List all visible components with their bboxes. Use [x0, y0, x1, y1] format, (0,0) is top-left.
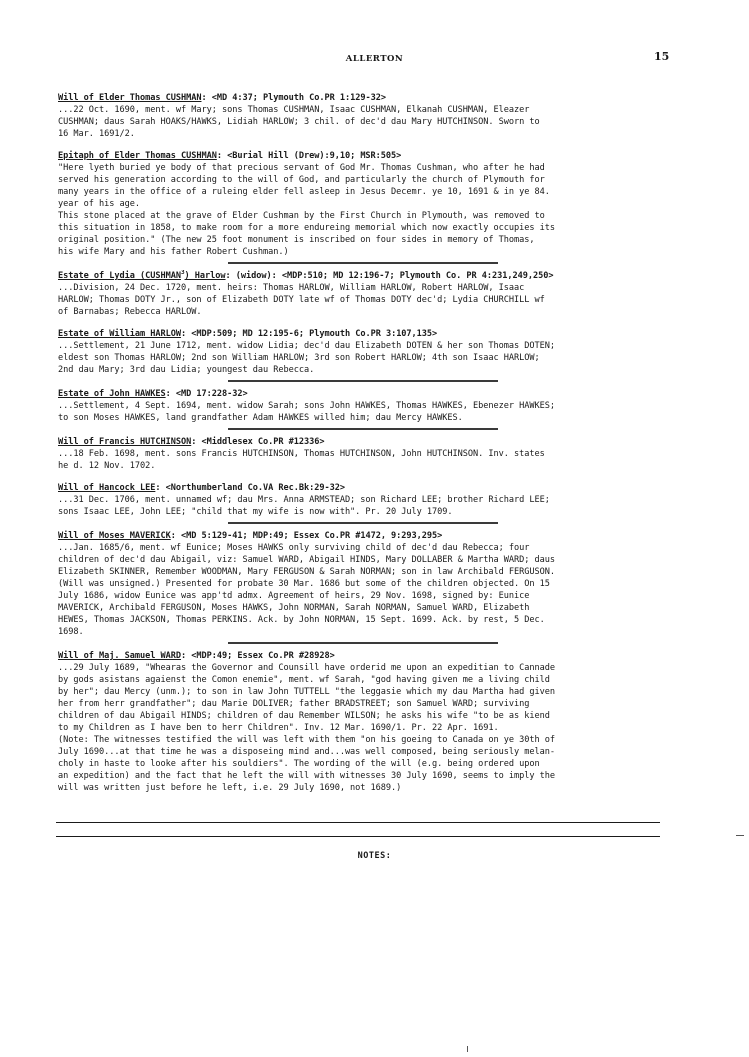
entry-spacer — [58, 140, 666, 150]
record-text-line: 16 Mar. 1691/2. — [58, 129, 135, 139]
record-source-citation: : <Northumberland Co.VA Rec.Bk:29-32> — [155, 483, 345, 493]
record-title — [58, 388, 666, 400]
record-source-citation: : <MD 5:129-41; MDP:49; Essex Co.PR #1472, 9:293,295> — [170, 531, 443, 541]
record-text-line: by gods asistans agaienst the Comon enemie", ment. wf Sarah, "god having given me a living child — [58, 675, 550, 685]
record-title-name: Estate of Lydia (CUSHMAN — [58, 271, 181, 281]
entry-spacer — [58, 472, 666, 482]
record-text-line: ...Settlement, 21 June 1712, ment. widow Lidia; dec'd dau Elizabeth DOTEN & her son Thomas DOTEN; — [58, 341, 556, 351]
record-text-line: ...29 July 1689, "Whearas the Governor and Counsill have orderid me upon an expeditian to Cannade — [58, 663, 556, 673]
running-header-title: ALLERTON — [345, 54, 404, 64]
entry-separator-rule — [228, 262, 498, 264]
record-text-line: Elizabeth SKINNER, Remember WOODMAN, Mary FERGUSON & Sarah NORMAN; son in law Archibald FERGUSON. — [58, 567, 556, 577]
record-entry — [58, 482, 666, 518]
record-text-line: many years in the office of a ruleing elder fell asleep in Jesus Decemr. ye 10, 1691 & in ye 84. — [58, 187, 550, 197]
record-text-line: CUSHMAN; daus Sarah HOAKS/HAWKS, Lidiah HARLOW; 3 chil. of dec'd dau Mary HUTCHINSON. Sworn to — [58, 117, 540, 127]
scan-mark — [467, 1046, 468, 1052]
record-text-line: July 1690...at that time he was a disposeing mind and...was well composed, being seriously melan- — [58, 747, 556, 757]
record-text-line: This stone placed at the grave of Elder Cushman by the First Church in Plymouth, was removed to — [58, 211, 545, 221]
record-text-line: children of dau Abigail HINDS; children of dau Remember WILSON; he asks his wife "to be as kiend — [58, 711, 550, 721]
record-title — [58, 328, 666, 340]
record-title-name: Will of Hancock LEE — [58, 483, 156, 493]
record-title-name-cont: ) Harlow — [184, 271, 226, 281]
record-text-line: MAVERICK, Archibald FERGUSON, Moses HAWKS, John NORMAN, Sarah NORMAN, Samuel WARD, Elizabeth — [58, 603, 530, 613]
record-entry — [58, 530, 666, 638]
record-title — [58, 92, 666, 104]
record-text-line: eldest son Thomas HARLOW; 2nd son William HARLOW; 3rd son Robert HARLOW; 4th son Isaac HARLOW; — [58, 353, 540, 363]
record-title-name: Epitaph of Elder Thomas CUSHMAN — [58, 151, 217, 161]
record-text-line: to son Moses HAWKES, land grandfather Adam HAWKES willed him; dau Mercy HAWKES. — [58, 413, 463, 423]
record-title — [58, 650, 666, 662]
record-entry — [58, 150, 666, 258]
record-title-name: Will of Moses MAVERICK — [58, 531, 171, 541]
record-title — [58, 530, 666, 542]
record-text-line: 2nd dau Mary; 3rd dau Lidia; youngest dau Rebecca. — [58, 365, 315, 375]
record-title-name: Will of Francis HUTCHINSON — [58, 437, 192, 447]
record-source-citation: : (widow): <MDP:510; MD 12:196-7; Plymouth Co. PR 4:231,249,250> — [225, 271, 554, 281]
record-text-line: sons Isaac LEE, John LEE; "child that my wife is now with". Pr. 20 July 1709. — [58, 507, 453, 517]
record-title — [58, 150, 666, 162]
record-text-line: by her"; dau Mercy (unm.); to son in law John TUTTELL "the leggasie which my dau Martha had given — [58, 687, 556, 697]
record-text-line: "Here lyeth buried ye body of that precious servant of God Mr. Thomas Cushman, who after he had — [58, 163, 545, 173]
record-text-line: will was written just before he left, i.e. 29 July 1690, not 1689.) — [58, 783, 402, 793]
record-text-line: (Note: The witnesses testified the will was left with them "on his goeing to Canada on ye 30th of — [58, 735, 556, 745]
record-title-name: Will of Elder Thomas CUSHMAN — [58, 93, 202, 103]
record-text-line: 1698. — [58, 627, 84, 637]
record-text-line: ...Settlement, 4 Sept. 1694, ment. widow Sarah; sons John HAWKES, Thomas HAWKES, Ebenezer HAWKES; — [58, 401, 556, 411]
page-number: 15 — [654, 50, 670, 63]
record-title — [58, 270, 666, 282]
record-text-line: ...31 Dec. 1706, ment. unnamed wf; dau Mrs. Anna ARMSTEAD; son Richard LEE; brother Richard LEE; — [58, 495, 550, 505]
record-entry — [58, 92, 666, 140]
record-source-citation: : <MDP:509; MD 12:195-6; Plymouth Co.PR 3:107,135> — [180, 329, 438, 339]
record-text-line: of Barnabas; Rebecca HARLOW. — [58, 307, 202, 317]
record-text-line: children of dec'd dau Abigail, viz: Samuel WARD, Abigail HINDS, Mary DOLLABER & Martha WARD; daus — [58, 555, 556, 565]
record-text-line: served his generation according to the will of God, and particularly the church of Plymouth for — [58, 175, 545, 185]
record-text-line: ...Jan. 1685/6, ment. wf Eunice; Moses HAWKS only surviving child of dec'd dau Rebecca; four — [58, 543, 530, 553]
record-text-line: HEWES, Thomas JACKSON, Thomas PERKINS. Ack. by John NORMAN, 15 Sept. 1699. Ack. by rest, 5 Dec. — [58, 615, 545, 625]
generation-superscript: 3 — [180, 270, 185, 277]
record-source-citation: : <MD 4:37; Plymouth Co.PR 1:129-32> — [201, 93, 386, 103]
entry-separator-rule — [228, 428, 498, 430]
record-text-line: HARLOW; Thomas DOTY Jr., son of Elizabeth DOTY late wf of Thomas DOTY dec'd; Lydia CHURCHILL wf — [58, 295, 545, 305]
entry-separator-rule — [228, 522, 498, 524]
entry-separator-rule — [228, 380, 498, 382]
record-title-name: Estate of William HARLOW — [58, 329, 181, 339]
entries-list — [58, 92, 666, 794]
record-text-line: her from herr grandfather"; dau Marie DOLIVER; father BRADSTREET; son Samuel WARD; surviving — [58, 699, 530, 709]
record-text-line: (Will was unsigned.) Presented for probate 30 Mar. 1686 but some of the children objected. On 15 — [58, 579, 550, 589]
entry-separator-rule — [228, 642, 498, 644]
record-text-line: this situation in 1858, to make room for a more endureing memorial which now exactly occupies its — [58, 223, 556, 233]
record-text-line: his wife Mary and his father Robert Cushman.) — [58, 247, 289, 257]
record-entry — [58, 436, 666, 472]
record-text-line: to my Children as I have ben to herr Children". Inv. 12 Mar. 1690/1. Pr. 22 Apr. 1691. — [58, 723, 499, 733]
notes-heading: NOTES: — [357, 851, 392, 861]
notes-divider-top — [56, 822, 660, 823]
record-entry — [58, 328, 666, 376]
record-entry — [58, 650, 666, 794]
record-text-line: choly in haste to looke after his souldiers". The wording of the will (e.g. being ordered upon — [58, 759, 540, 769]
record-source-citation: : <MD 17:228-32> — [165, 389, 248, 399]
record-text-line: he d. 12 Nov. 1702. — [58, 461, 156, 471]
record-text-line: ...22 Oct. 1690, ment. wf Mary; sons Thomas CUSHMAN, Isaac CUSHMAN, Elkanah CUSHMAN, Eleazer — [58, 105, 530, 115]
record-title — [58, 436, 666, 448]
record-source-citation: : <MDP:49; Essex Co.PR #28928> — [180, 651, 335, 661]
record-source-citation: : <Middlesex Co.PR #12336> — [191, 437, 325, 447]
record-title-name: Estate of John HAWKES — [58, 389, 166, 399]
record-entry — [58, 388, 666, 424]
margin-mark — [736, 835, 744, 836]
record-text-line: an expedition) and the fact that he left the will with witnesses 30 July 1690, seems to imply the — [58, 771, 556, 781]
record-text-line: year of his age. — [58, 199, 140, 209]
record-title-name: Will of Maj. Samuel WARD — [58, 651, 181, 661]
record-title — [58, 482, 666, 494]
record-text-line: original position." (The new 25 foot monument is inscribed on four sides in memory of Thomas, — [58, 235, 535, 245]
record-entry — [58, 270, 666, 318]
record-text-line: ...Division, 24 Dec. 1720, ment. heirs: Thomas HARLOW, William HARLOW, Robert HARLOW, Isaac — [58, 283, 525, 293]
record-source-citation: : <Burial Hill (Drew):9,10; MSR:505> — [216, 151, 402, 161]
record-text-line: July 1686, widow Eunice was app'td admx. Agreement of heirs, 29 Nov. 1698, signed by: Eunice — [58, 591, 530, 601]
entry-spacer — [58, 318, 666, 328]
record-text-line: ...18 Feb. 1698, ment. sons Francis HUTCHINSON, Thomas HUTCHINSON, John HUTCHINSON. Inv. states — [58, 449, 545, 459]
notes-divider-bottom — [56, 836, 660, 837]
